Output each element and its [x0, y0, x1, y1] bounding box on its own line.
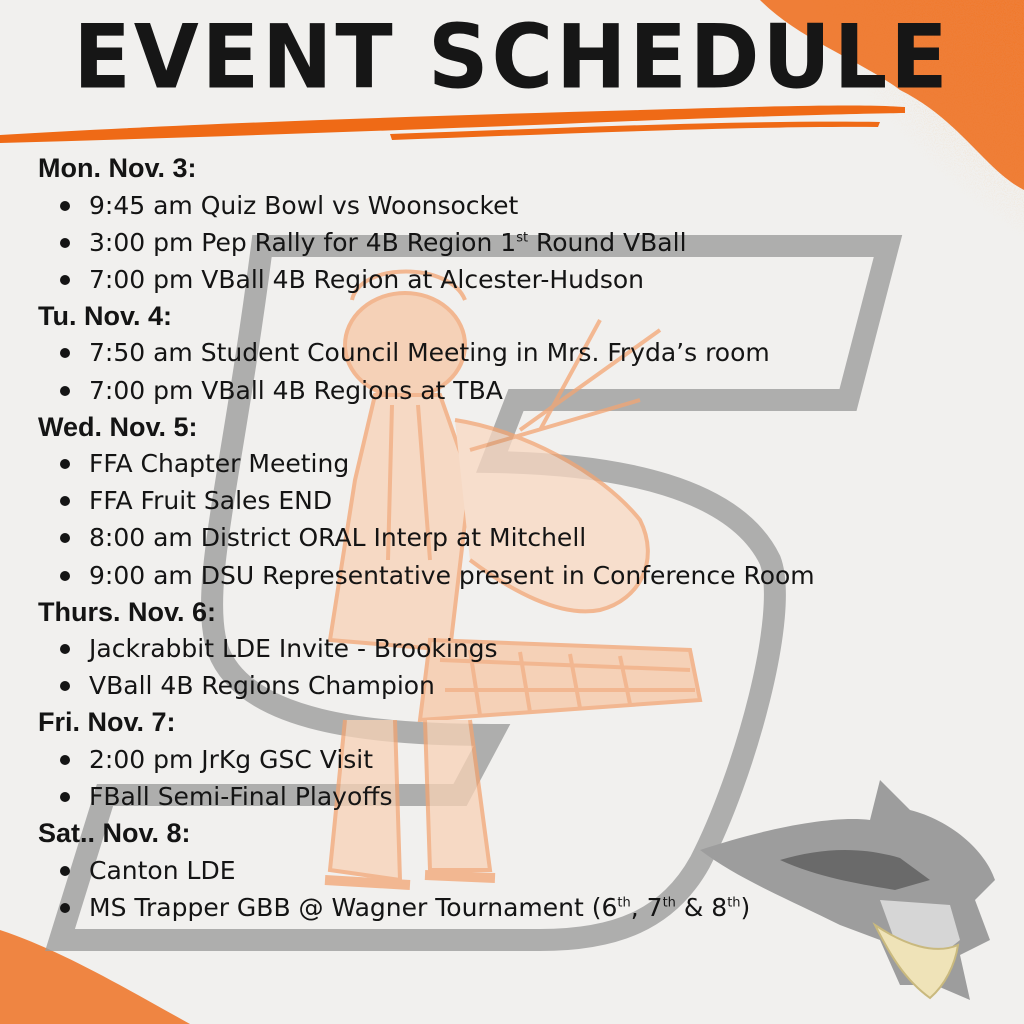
event-text: VBall 4B Regions Champion [89, 671, 435, 701]
day-monday [38, 150, 938, 298]
event-text: 7:00 pm VBall 4B Region at Alcester-Hudson [89, 264, 645, 294]
event-text: FFA Fruit Sales END [89, 486, 333, 516]
day-heading: Thurs. Nov. 6: [38, 596, 217, 627]
event-list [38, 741, 938, 815]
ordinal-suffix: th [662, 895, 676, 911]
event-item [38, 852, 938, 889]
event-item [38, 261, 938, 298]
event-text-continued: , 7 [630, 892, 663, 922]
event-text: MS Trapper GBB @ Wagner Tournament (6 [89, 892, 618, 922]
event-item [38, 741, 938, 778]
ordinal-suffix: th [727, 895, 741, 911]
event-list [38, 445, 938, 593]
event-list [38, 187, 938, 298]
event-text: Jackrabbit LDE Invite - Brookings [89, 634, 498, 664]
event-text: 7:50 am Student Council Meeting in Mrs. Fryda’s room [89, 338, 770, 368]
bullet [60, 386, 70, 396]
event-item [38, 224, 938, 261]
ordinal-suffix: st [516, 230, 529, 246]
event-text: 2:00 pm JrKg GSC Visit [89, 745, 374, 774]
event-text: FBall Semi-Final Playoffs [89, 782, 393, 812]
event-text: FFA Chapter Meeting [89, 449, 350, 479]
event-item [38, 557, 938, 594]
event-text: 3:00 pm Pep Rally for 4B Region 1 [89, 227, 517, 257]
event-list [38, 852, 938, 926]
event-item [38, 187, 938, 224]
bullet [60, 755, 70, 765]
event-text: 9:00 am DSU Representative present in Conference Room [89, 560, 815, 590]
event-list [38, 630, 938, 704]
ordinal-suffix: th [617, 895, 631, 911]
day-heading: Wed. Nov. 5: [38, 411, 198, 442]
day-friday [38, 704, 938, 815]
event-item [38, 889, 938, 926]
bullet [60, 533, 70, 543]
event-text-continued: & 8 [675, 892, 728, 922]
event-item [38, 482, 938, 519]
event-item [38, 372, 938, 409]
event-text-continued: ) [740, 892, 751, 922]
bullet [60, 496, 70, 506]
day-heading: Tu. Nov. 4: [38, 300, 172, 331]
bullet [60, 348, 70, 358]
event-text: 7:00 pm VBall 4B Regions at TBA [89, 375, 503, 405]
event-text: Canton LDE [89, 855, 236, 885]
bullet [60, 866, 70, 876]
event-item [38, 334, 938, 371]
schedule-list [38, 150, 938, 926]
event-item [38, 519, 938, 556]
bullet [60, 681, 70, 691]
bullet [60, 571, 70, 581]
event-text-continued: Round VBall [528, 227, 687, 257]
day-tuesday [38, 298, 938, 409]
bullet [60, 903, 70, 913]
bullet [60, 644, 70, 654]
bullet [60, 275, 70, 285]
day-heading: Fri. Nov. 7: [38, 707, 176, 738]
day-saturday [38, 815, 938, 926]
day-heading: Mon. Nov. 3: [38, 153, 197, 183]
day-thursday [38, 594, 938, 705]
event-text: 8:00 am District ORAL Interp at Mitchell [89, 523, 587, 553]
page-title: EVENT SCHEDULE [73, 5, 951, 109]
bullet [60, 201, 70, 211]
event-item [38, 778, 938, 815]
event-text: 9:45 am Quiz Bowl vs Woonsocket [89, 190, 519, 220]
event-list [38, 334, 938, 408]
bullet [60, 238, 70, 248]
event-item [38, 630, 938, 667]
day-heading: Sat.. Nov. 8: [38, 818, 191, 849]
bullet [60, 792, 70, 802]
day-wednesday [38, 409, 938, 594]
event-item [38, 667, 938, 704]
bullet [60, 459, 70, 469]
event-item [38, 445, 938, 482]
